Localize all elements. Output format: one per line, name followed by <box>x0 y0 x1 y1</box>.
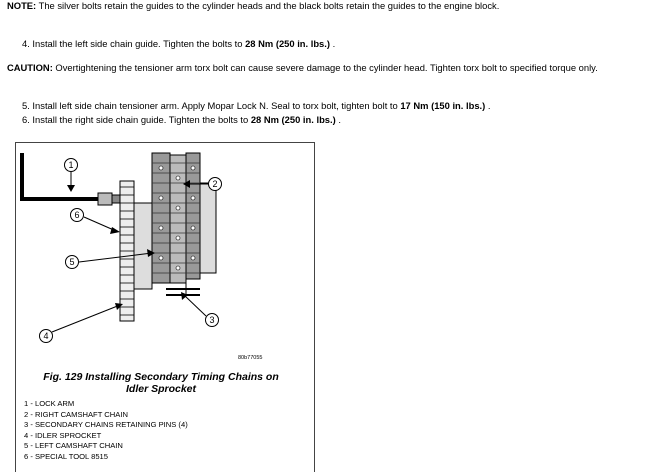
figure-caption <box>16 371 306 395</box>
legend-item: 5 - LEFT CAMSHAFT CHAIN <box>24 441 123 450</box>
step-4-torque: 28 Nm (250 in. lbs.) <box>245 38 331 49</box>
legend-item: 2 - RIGHT CAMSHAFT CHAIN <box>24 409 128 419</box>
caption-line-1: Fig. 129 Installing Secondary Timing Chains on <box>43 371 279 383</box>
callout-5: 5 <box>69 257 75 267</box>
callout-4: 4 <box>43 331 49 341</box>
timing-chain-illustration <box>16 143 316 363</box>
legend-item: 3 - SECONDARY CHAINS RETAINING PINS (4) <box>24 420 188 429</box>
step-6 <box>22 114 341 126</box>
lock-arm-shape <box>22 153 98 199</box>
step-4-number: 4. <box>22 38 30 49</box>
caption-line-2: Idler Sprocket <box>125 383 197 395</box>
step-6-end: . <box>335 114 341 125</box>
step-5-text: Install left side chain tensioner arm. Apply Mopar Lock N. Seal to torx bolt, tighten bolt to <box>29 100 401 111</box>
chain-assembly <box>152 153 216 283</box>
callout-3: 3 <box>209 315 215 325</box>
figure-129 <box>15 142 315 472</box>
step-4 <box>22 38 335 50</box>
callout-1: 1 <box>68 160 74 170</box>
caution-text: Overtightening the tensioner arm torx bolt can cause severe damage to the cylinder head. Tighten torx bolt to specified torque only. <box>52 62 598 73</box>
legend-item: 1 - LOCK ARM <box>24 399 75 408</box>
note-text: The silver bolts retain the guides to the cylinder heads and the black bolts retain the guides to the engine block. <box>36 0 500 11</box>
legend-item: 6 - SPECIAL TOOL 8515 <box>24 451 108 461</box>
step-5-torque: 17 Nm (150 in. lbs.) <box>400 100 486 111</box>
step-5 <box>22 100 491 112</box>
figure-legend <box>24 399 188 462</box>
note-label: NOTE: <box>7 0 37 11</box>
caution-paragraph <box>7 62 598 74</box>
caution-label: CAUTION: <box>7 62 53 73</box>
step-4-text: Install the left side chain guide. Tighten the bolts to <box>29 38 246 49</box>
step-6-text: Install the right side chain guide. Tighten the bolts to <box>29 114 251 125</box>
callout-6: 6 <box>74 210 80 220</box>
callout-2: 2 <box>212 179 218 189</box>
step-5-end: . <box>485 100 491 111</box>
legend-item: 4 - IDLER SPROCKET <box>24 430 102 440</box>
step-4-end: . <box>330 38 336 49</box>
special-tool-shape <box>134 203 152 289</box>
step-5-number: 5. <box>22 100 30 111</box>
note-paragraph <box>7 0 499 12</box>
step-6-number: 6. <box>22 114 30 125</box>
step-6-torque: 28 Nm (250 in. lbs.) <box>250 114 336 125</box>
figure-id: 80b77055 <box>238 355 263 361</box>
